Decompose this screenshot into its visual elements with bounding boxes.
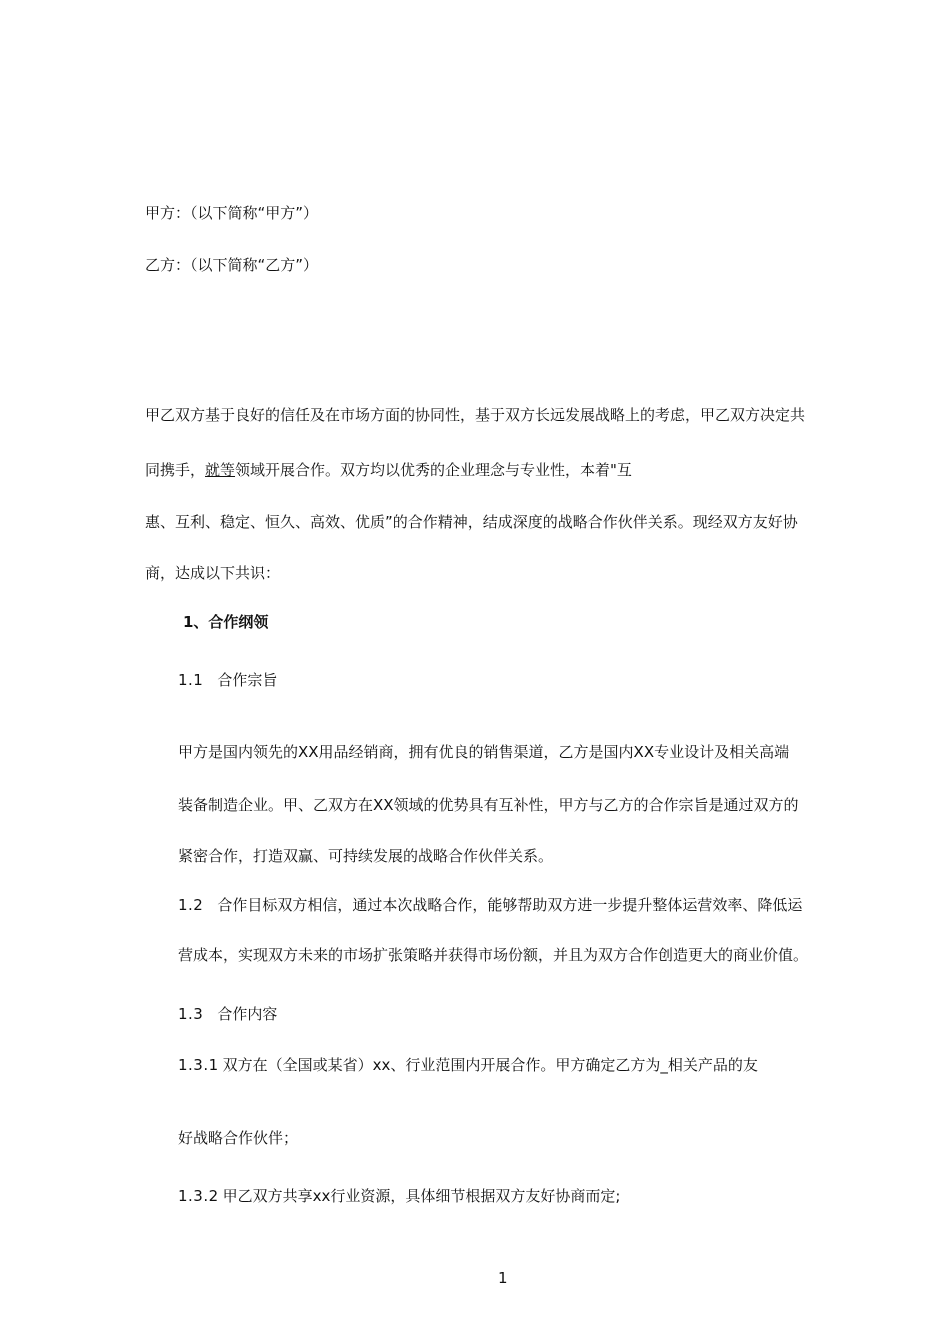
party-b-line: 乙方：（以下简称“乙方”）	[145, 256, 319, 274]
purpose-line-3: 紧密合作，打造双赢、可持续发展的战略合作伙伴关系。	[178, 847, 554, 865]
subsection-1-2-number: 1.2	[178, 896, 204, 914]
subsection-1-3-heading	[178, 1004, 277, 1024]
intro-line-3: 惠、互利、稳定、恒久、高效、优质”的合作精神，结成深度的战略合作伙伴关系。现经双方友好协	[145, 513, 798, 531]
intro-line-2-prefix: 同携手，	[145, 461, 206, 479]
intro-underlined-text: 就等	[205, 461, 236, 479]
purpose-line-1: 甲方是国内领先的XX用品经销商，拥有优良的销售渠道，乙方是国内XX专业设计及相关高端	[178, 743, 790, 761]
subsection-1-1-heading	[178, 670, 277, 690]
intro-line-2-suffix: 领域开展合作。双方均以优秀的企业理念与专业性，本着"互	[235, 461, 632, 479]
item-1-3-1-number: 1.3.1	[178, 1056, 219, 1074]
subsection-1-2-line-1	[178, 895, 802, 915]
subsection-1-3-title: 合作内容	[217, 1005, 278, 1023]
item-1-3-2-line	[178, 1186, 620, 1206]
subsection-1-1-number: 1.1	[178, 671, 204, 689]
subsection-1-3-number: 1.3	[178, 1005, 204, 1023]
intro-line-1: 甲乙双方基于良好的信任及在市场方面的协同性，基于双方长远发展战略上的考虑，甲乙双方决定共	[145, 406, 806, 424]
item-1-3-2-number: 1.3.2	[178, 1187, 219, 1205]
item-1-3-1-line-1	[178, 1055, 758, 1075]
item-1-3-1-text: 双方在（全国或某省）xx、行业范围内开展合作。甲方确定乙方为_相关产品的友	[222, 1056, 758, 1074]
page-number: 1	[498, 1269, 508, 1287]
intro-line-2	[145, 460, 632, 480]
section-1-heading: 1、合作纲领	[183, 613, 269, 631]
item-1-3-1-line-2: 好战略合作伙伴；	[178, 1129, 299, 1147]
item-1-3-2-text: 甲乙双方共享xx行业资源，具体细节根据双方友好协商而定;	[222, 1187, 621, 1205]
party-a-line: 甲方：（以下简称“甲方”）	[145, 204, 319, 222]
subsection-1-1-title: 合作宗旨	[217, 671, 278, 689]
subsection-1-2-line-2: 营成本，实现双方未来的市场扩张策略并获得市场份额，并且为双方合作创造更大的商业价值。	[178, 946, 809, 964]
subsection-1-2-text: 合作目标双方相信，通过本次战略合作，能够帮助双方进一步提升整体运营效率、降低运	[217, 896, 803, 914]
intro-line-4: 商，达成以下共识：	[145, 564, 281, 582]
purpose-line-2: 装备制造企业。甲、乙双方在XX领域的优势具有互补性，甲方与乙方的合作宗旨是通过双方的	[178, 796, 799, 814]
